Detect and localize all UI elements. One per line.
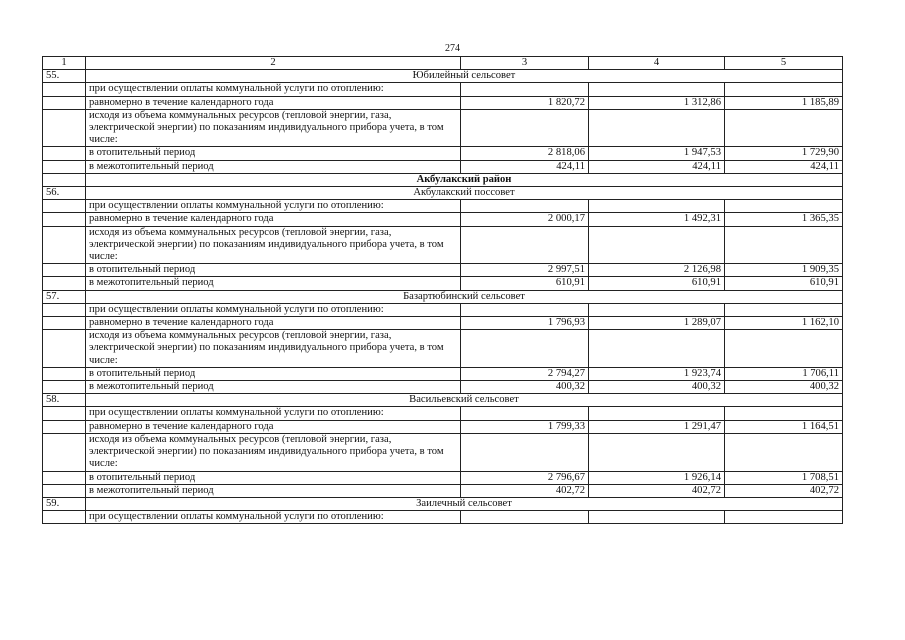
section-row [43, 187, 843, 200]
value-cell: 1 162,10 [725, 317, 843, 330]
table-row [43, 213, 843, 226]
value-cell: 400,32 [461, 381, 589, 394]
value-cell: 400,32 [589, 381, 725, 394]
table-row [43, 407, 843, 420]
row-label-meter: исходя из объема коммунальных ресурсов (тепловой энергии, газа, электрической энергии) по показаниям индивидуального прибора учета, в том числе: [86, 109, 461, 147]
row-label-nonheating: в межотопительный период [86, 484, 461, 497]
row-label-heating: в отопительный период [86, 367, 461, 380]
value-cell: 1 164,51 [725, 420, 843, 433]
value-cell: 1 923,74 [589, 367, 725, 380]
row-label-nonheating: в межотопительный период [86, 277, 461, 290]
value-cell: 2 818,06 [461, 147, 589, 160]
value-cell: 1 820,72 [461, 96, 589, 109]
value-cell: 1 796,93 [461, 317, 589, 330]
value-cell: 1 289,07 [589, 317, 725, 330]
value-cell: 1 706,11 [725, 367, 843, 380]
section-row [43, 497, 843, 510]
row-label-heating: в отопительный период [86, 264, 461, 277]
row-label-nonheating: в межотопительный период [86, 381, 461, 394]
table-row [43, 471, 843, 484]
header-col-5: 5 [725, 57, 843, 70]
value-cell: 2 796,67 [461, 471, 589, 484]
value-cell: 1 365,35 [725, 213, 843, 226]
section-number: 57. [43, 290, 86, 303]
row-label-meter: исходя из объема коммунальных ресурсов (тепловой энергии, газа, электрической энергии) по показаниям индивидуального прибора учета, в том числе: [86, 330, 461, 368]
header-col-4: 4 [589, 57, 725, 70]
section-number: 59. [43, 497, 86, 510]
table-row [43, 160, 843, 173]
header-col-1: 1 [43, 57, 86, 70]
value-cell: 1 312,86 [589, 96, 725, 109]
table-row [43, 317, 843, 330]
value-cell: 1 492,31 [589, 213, 725, 226]
table-row [43, 109, 843, 147]
row-label-uniform: равномерно в течение календарного года [86, 420, 461, 433]
value-cell: 610,91 [589, 277, 725, 290]
page-number: 274 [445, 43, 460, 54]
value-cell: 424,11 [725, 160, 843, 173]
section-row [43, 394, 843, 407]
value-cell: 424,11 [589, 160, 725, 173]
section-row [43, 70, 843, 83]
value-cell: 1 729,90 [725, 147, 843, 160]
header-col-2: 2 [86, 57, 461, 70]
value-cell: 1 909,35 [725, 264, 843, 277]
value-cell: 1 291,47 [589, 420, 725, 433]
row-label-uniform: равномерно в течение календарного года [86, 317, 461, 330]
row-label-uniform: равномерно в течение календарного года [86, 96, 461, 109]
row-label-heating: в отопительный период [86, 147, 461, 160]
section-number: 55. [43, 70, 86, 83]
row-label-uniform: равномерно в течение календарного года [86, 213, 461, 226]
value-cell: 1 947,53 [589, 147, 725, 160]
table-row [43, 433, 843, 471]
table-row [43, 264, 843, 277]
section-name: Акбулакский поссовет [86, 187, 843, 200]
section-number: 58. [43, 394, 86, 407]
table-row [43, 381, 843, 394]
row-label-heating: в отопительный период [86, 471, 461, 484]
table-row [43, 484, 843, 497]
row-label-intro: при осуществлении оплаты коммунальной услуги по отоплению: [86, 83, 461, 96]
table-row [43, 147, 843, 160]
table-row [43, 511, 843, 524]
table-row [43, 367, 843, 380]
district-row [43, 173, 843, 186]
section-name: Базартюбинский сельсовет [86, 290, 843, 303]
table-row [43, 420, 843, 433]
value-cell: 2 126,98 [589, 264, 725, 277]
row-label-nonheating: в межотопительный период [86, 160, 461, 173]
value-cell: 610,91 [725, 277, 843, 290]
table-row [43, 330, 843, 368]
section-row [43, 290, 843, 303]
tariff-table [42, 56, 843, 524]
value-cell: 402,72 [461, 484, 589, 497]
row-label-intro: при осуществлении оплаты коммунальной услуги по отоплению: [86, 200, 461, 213]
table-row [43, 200, 843, 213]
value-cell: 2 997,51 [461, 264, 589, 277]
table-row [43, 96, 843, 109]
table-row [43, 303, 843, 316]
section-name: Юбилейный сельсовет [86, 70, 843, 83]
row-label-intro: при осуществлении оплаты коммунальной услуги по отоплению: [86, 303, 461, 316]
table-row [43, 277, 843, 290]
value-cell: 2 000,17 [461, 213, 589, 226]
row-label-intro: при осуществлении оплаты коммунальной услуги по отоплению: [86, 407, 461, 420]
row-label-meter: исходя из объема коммунальных ресурсов (тепловой энергии, газа, электрической энергии) по показаниям индивидуального прибора учета, в том числе: [86, 226, 461, 264]
section-name: Заилечный сельсовет [86, 497, 843, 510]
district-name: Акбулакский район [86, 173, 843, 186]
header-col-3: 3 [461, 57, 589, 70]
row-label-meter: исходя из объема коммунальных ресурсов (тепловой энергии, газа, электрической энергии) по показаниям индивидуального прибора учета, в том числе: [86, 433, 461, 471]
table-row [43, 226, 843, 264]
value-cell: 1 185,89 [725, 96, 843, 109]
table-row [43, 83, 843, 96]
value-cell: 424,11 [461, 160, 589, 173]
section-name: Васильевский сельсовет [86, 394, 843, 407]
value-cell: 2 794,27 [461, 367, 589, 380]
section-number: 56. [43, 187, 86, 200]
value-cell: 400,32 [725, 381, 843, 394]
row-label-intro: при осуществлении оплаты коммунальной услуги по отоплению: [86, 511, 461, 524]
value-cell: 610,91 [461, 277, 589, 290]
header-row [43, 57, 843, 70]
value-cell: 402,72 [725, 484, 843, 497]
value-cell: 1 708,51 [725, 471, 843, 484]
value-cell: 1 799,33 [461, 420, 589, 433]
value-cell: 1 926,14 [589, 471, 725, 484]
value-cell: 402,72 [589, 484, 725, 497]
